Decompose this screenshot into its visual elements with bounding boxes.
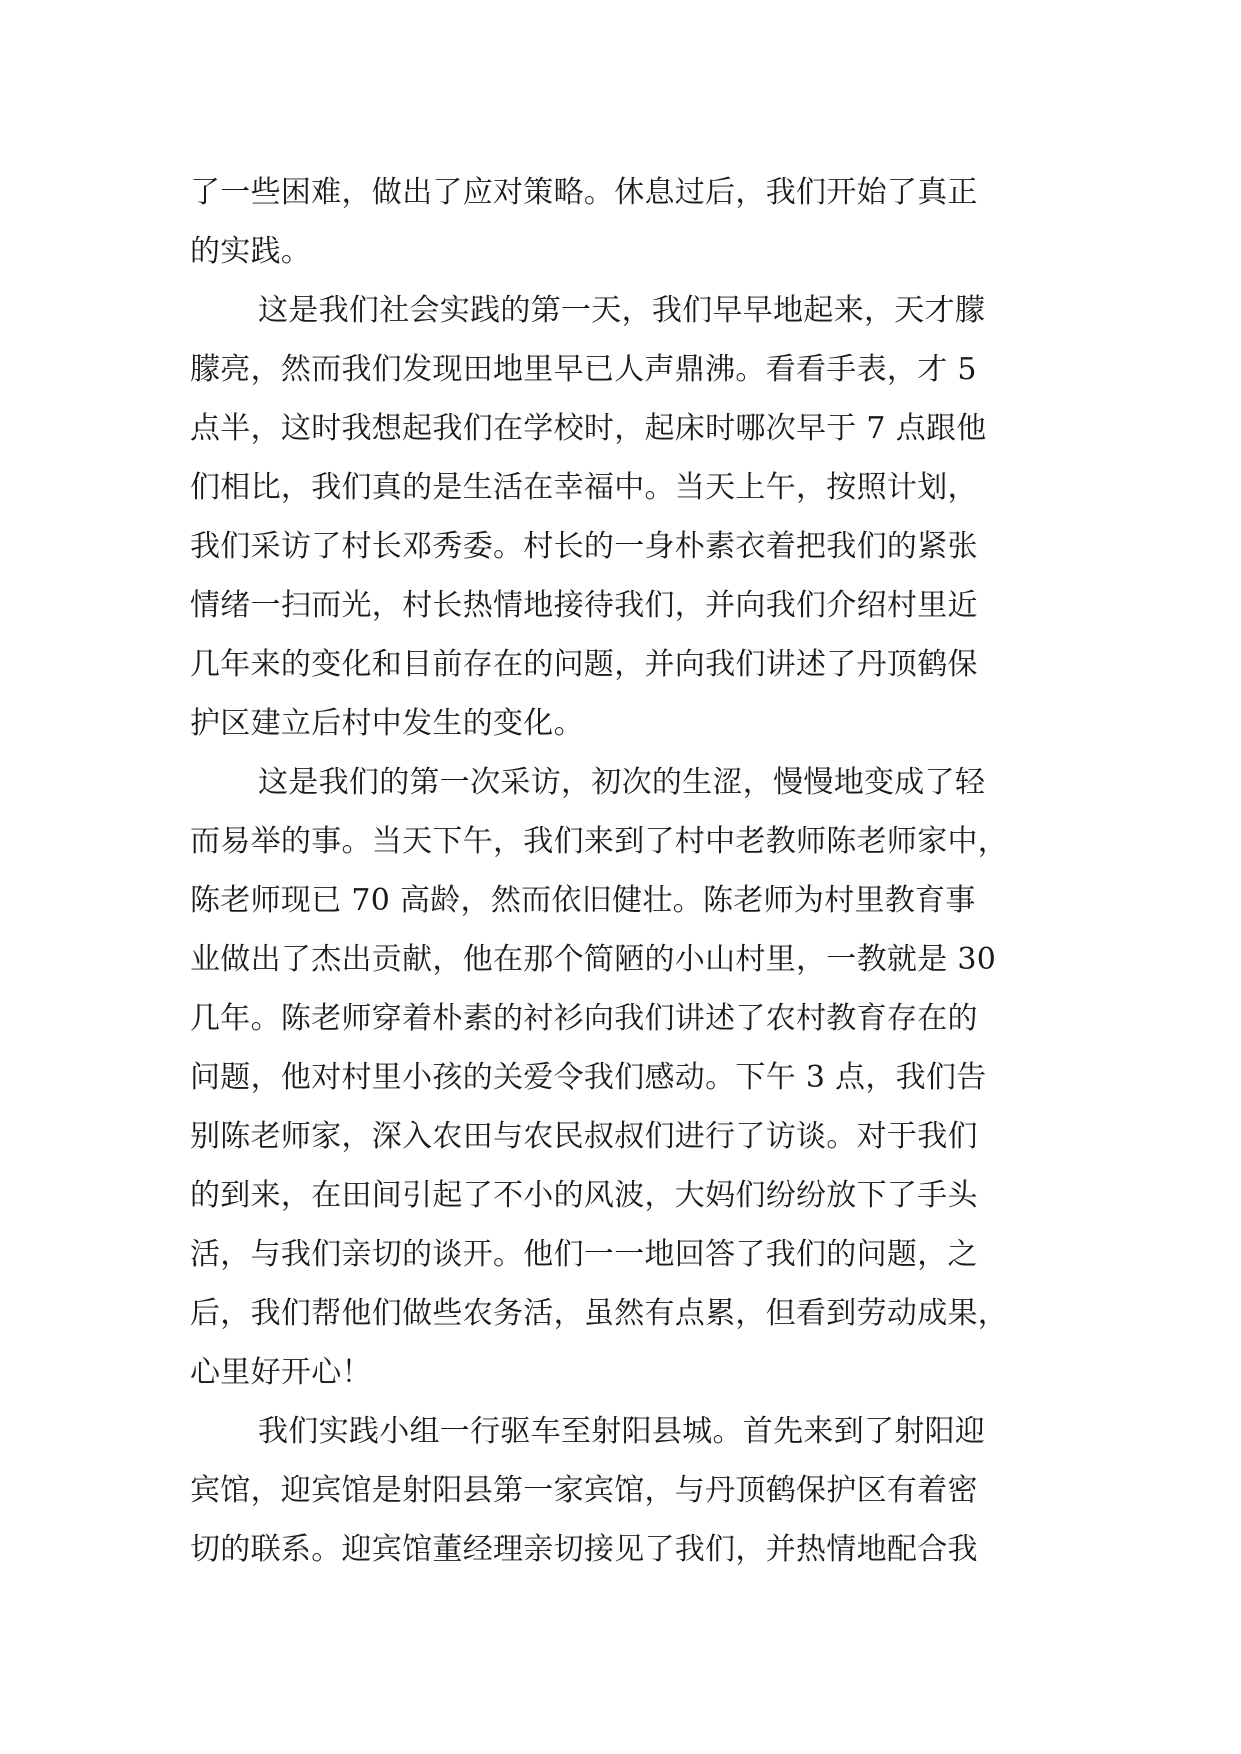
text-line: 心里好开心！ xyxy=(190,1355,372,1390)
text-line: 的到来，在田间引起了不小的风波，大妈们纷纷放下了手头 xyxy=(190,1178,978,1213)
text-line: 情绪一扫而光，村长热情地接待我们，并向我们介绍村里近 xyxy=(190,588,978,623)
text-line: 别陈老师家，深入农田与农民叔叔们进行了访谈。对于我们 xyxy=(190,1119,978,1154)
text-line: 问题，他对村里小孩的关爱令我们感动。下午 3 点，我们告 xyxy=(190,1060,987,1095)
text-line: 几年。陈老师穿着朴素的衬衫向我们讲述了农村教育存在的 xyxy=(190,1001,978,1036)
text-line: 点半，这时我想起我们在学校时，起床时哪次早于 7 点跟他 xyxy=(190,411,987,446)
paragraph-start-line: 这是我们的第一次采访，初次的生涩，慢慢地变成了轻 xyxy=(258,765,986,800)
paragraph-start-line: 我们实践小组一行驱车至射阳县城。首先来到了射阳迎 xyxy=(258,1414,986,1449)
text-line: 几年来的变化和目前存在的问题，并向我们讲述了丹顶鹤保 xyxy=(190,647,978,682)
text-line: 后，我们帮他们做些农务活，虽然有点累，但看到劳动成果， xyxy=(190,1296,1009,1331)
text-line: 陈老师现已 70 高龄，然而依旧健壮。陈老师为村里教育事 xyxy=(190,883,976,918)
text-line: 活，与我们亲切的谈开。他们一一地回答了我们的问题，之 xyxy=(190,1237,978,1272)
text-line: 护区建立后村中发生的变化。 xyxy=(190,706,584,741)
body-text xyxy=(190,163,1050,1579)
text-line: 切的联系。迎宾馆董经理亲切接见了我们，并热情地配合我 xyxy=(190,1532,978,1567)
text-line: 朦亮，然而我们发现田地里早已人声鼎沸。看看手表，才 5 xyxy=(190,352,977,387)
text-line: 的实践。 xyxy=(190,234,312,269)
text-line: 们相比，我们真的是生活在幸福中。当天上午，按照计划， xyxy=(190,470,978,505)
text-line: 业做出了杰出贡献，他在那个简陋的小山村里，一教就是 30 xyxy=(190,942,997,977)
text-line: 我们采访了村长邓秀委。村长的一身朴素衣着把我们的紧张 xyxy=(190,529,978,564)
text-line: 而易举的事。当天下午，我们来到了村中老教师陈老师家中， xyxy=(190,824,1009,859)
text-line: 了一些困难，做出了应对策略。休息过后，我们开始了真正 xyxy=(190,175,978,210)
text-line: 宾馆，迎宾馆是射阳县第一家宾馆，与丹顶鹤保护区有着密 xyxy=(190,1473,978,1508)
paragraph-start-line: 这是我们社会实践的第一天，我们早早地起来，天才朦 xyxy=(258,293,986,328)
